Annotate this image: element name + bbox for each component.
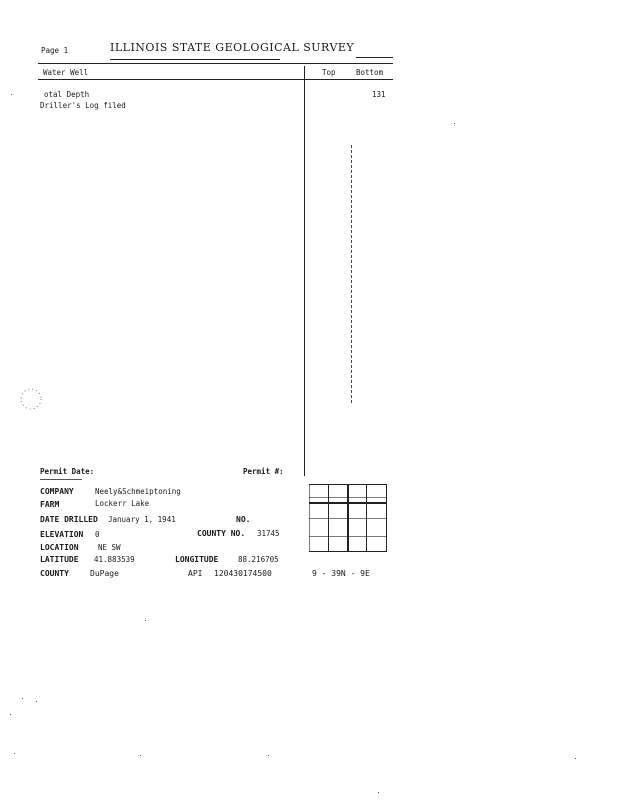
latitude-label: LATITUDE — [40, 555, 79, 564]
top-column-header: Top — [322, 68, 336, 77]
permit-date-label: Permit Date: — [40, 467, 95, 476]
longitude-value: 88.216705 — [238, 555, 279, 564]
log-row-bottom: 131 — [372, 90, 386, 99]
scan-speck — [140, 755, 141, 756]
log-row-label: otal Depth — [44, 90, 90, 99]
county-no-label: COUNTY NO. — [197, 529, 246, 538]
header-rule — [38, 63, 393, 64]
bottom-column-header: Bottom — [356, 68, 384, 77]
api-value: 120430174500 — [214, 569, 272, 578]
column-header-rule — [38, 79, 393, 80]
header-rule-right — [356, 57, 393, 58]
county-value: DuPage — [90, 569, 119, 578]
date-drilled-value: January 1, 1941 — [108, 515, 176, 524]
title-underline — [110, 59, 280, 60]
scan-speck — [575, 758, 576, 759]
scan-speck — [454, 123, 455, 124]
date-drilled-label: DATE DRILLED — [40, 515, 98, 524]
log-row-label: Driller's Log filed — [40, 101, 126, 110]
elevation-value: 0 — [95, 530, 100, 539]
county-label: COUNTY — [40, 569, 69, 578]
farm-label: FARM — [40, 500, 60, 509]
well-type-label: Water Well — [43, 68, 89, 77]
scan-speck — [10, 714, 11, 715]
latitude-value: 41.883539 — [94, 555, 135, 564]
location-value: NE SW — [98, 543, 121, 552]
permit-date-rule — [40, 479, 82, 480]
scan-speck — [268, 755, 269, 756]
company-label: COMPANY — [40, 487, 74, 496]
hole-punch-mark — [18, 386, 44, 412]
column-separator-top — [304, 66, 305, 476]
county-no-value: 31745 — [257, 529, 280, 538]
page-title: ILLINOIS STATE GEOLOGICAL SURVEY — [110, 41, 355, 54]
section-location-grid — [309, 484, 387, 552]
elevation-label: ELEVATION — [40, 530, 84, 539]
scan-speck — [22, 698, 23, 699]
no-label: NO. — [236, 515, 251, 524]
farm-value: Lockerr Lake — [95, 499, 150, 508]
page-number: Page 1 — [41, 46, 69, 55]
scan-speck — [36, 701, 37, 702]
scan-speck — [11, 94, 12, 95]
permit-number-label: Permit #: — [243, 467, 284, 476]
column-separator-bottom — [351, 145, 352, 403]
longitude-label: LONGITUDE — [175, 555, 219, 564]
scan-speck — [14, 753, 15, 754]
location-label: LOCATION — [40, 543, 79, 552]
company-value: Neely&Schmeiptoning — [95, 487, 181, 496]
scan-speck — [145, 620, 146, 621]
scan-speck — [378, 792, 379, 793]
api-label: API — [188, 569, 203, 578]
township-range: 9 - 39N - 9E — [312, 569, 370, 578]
